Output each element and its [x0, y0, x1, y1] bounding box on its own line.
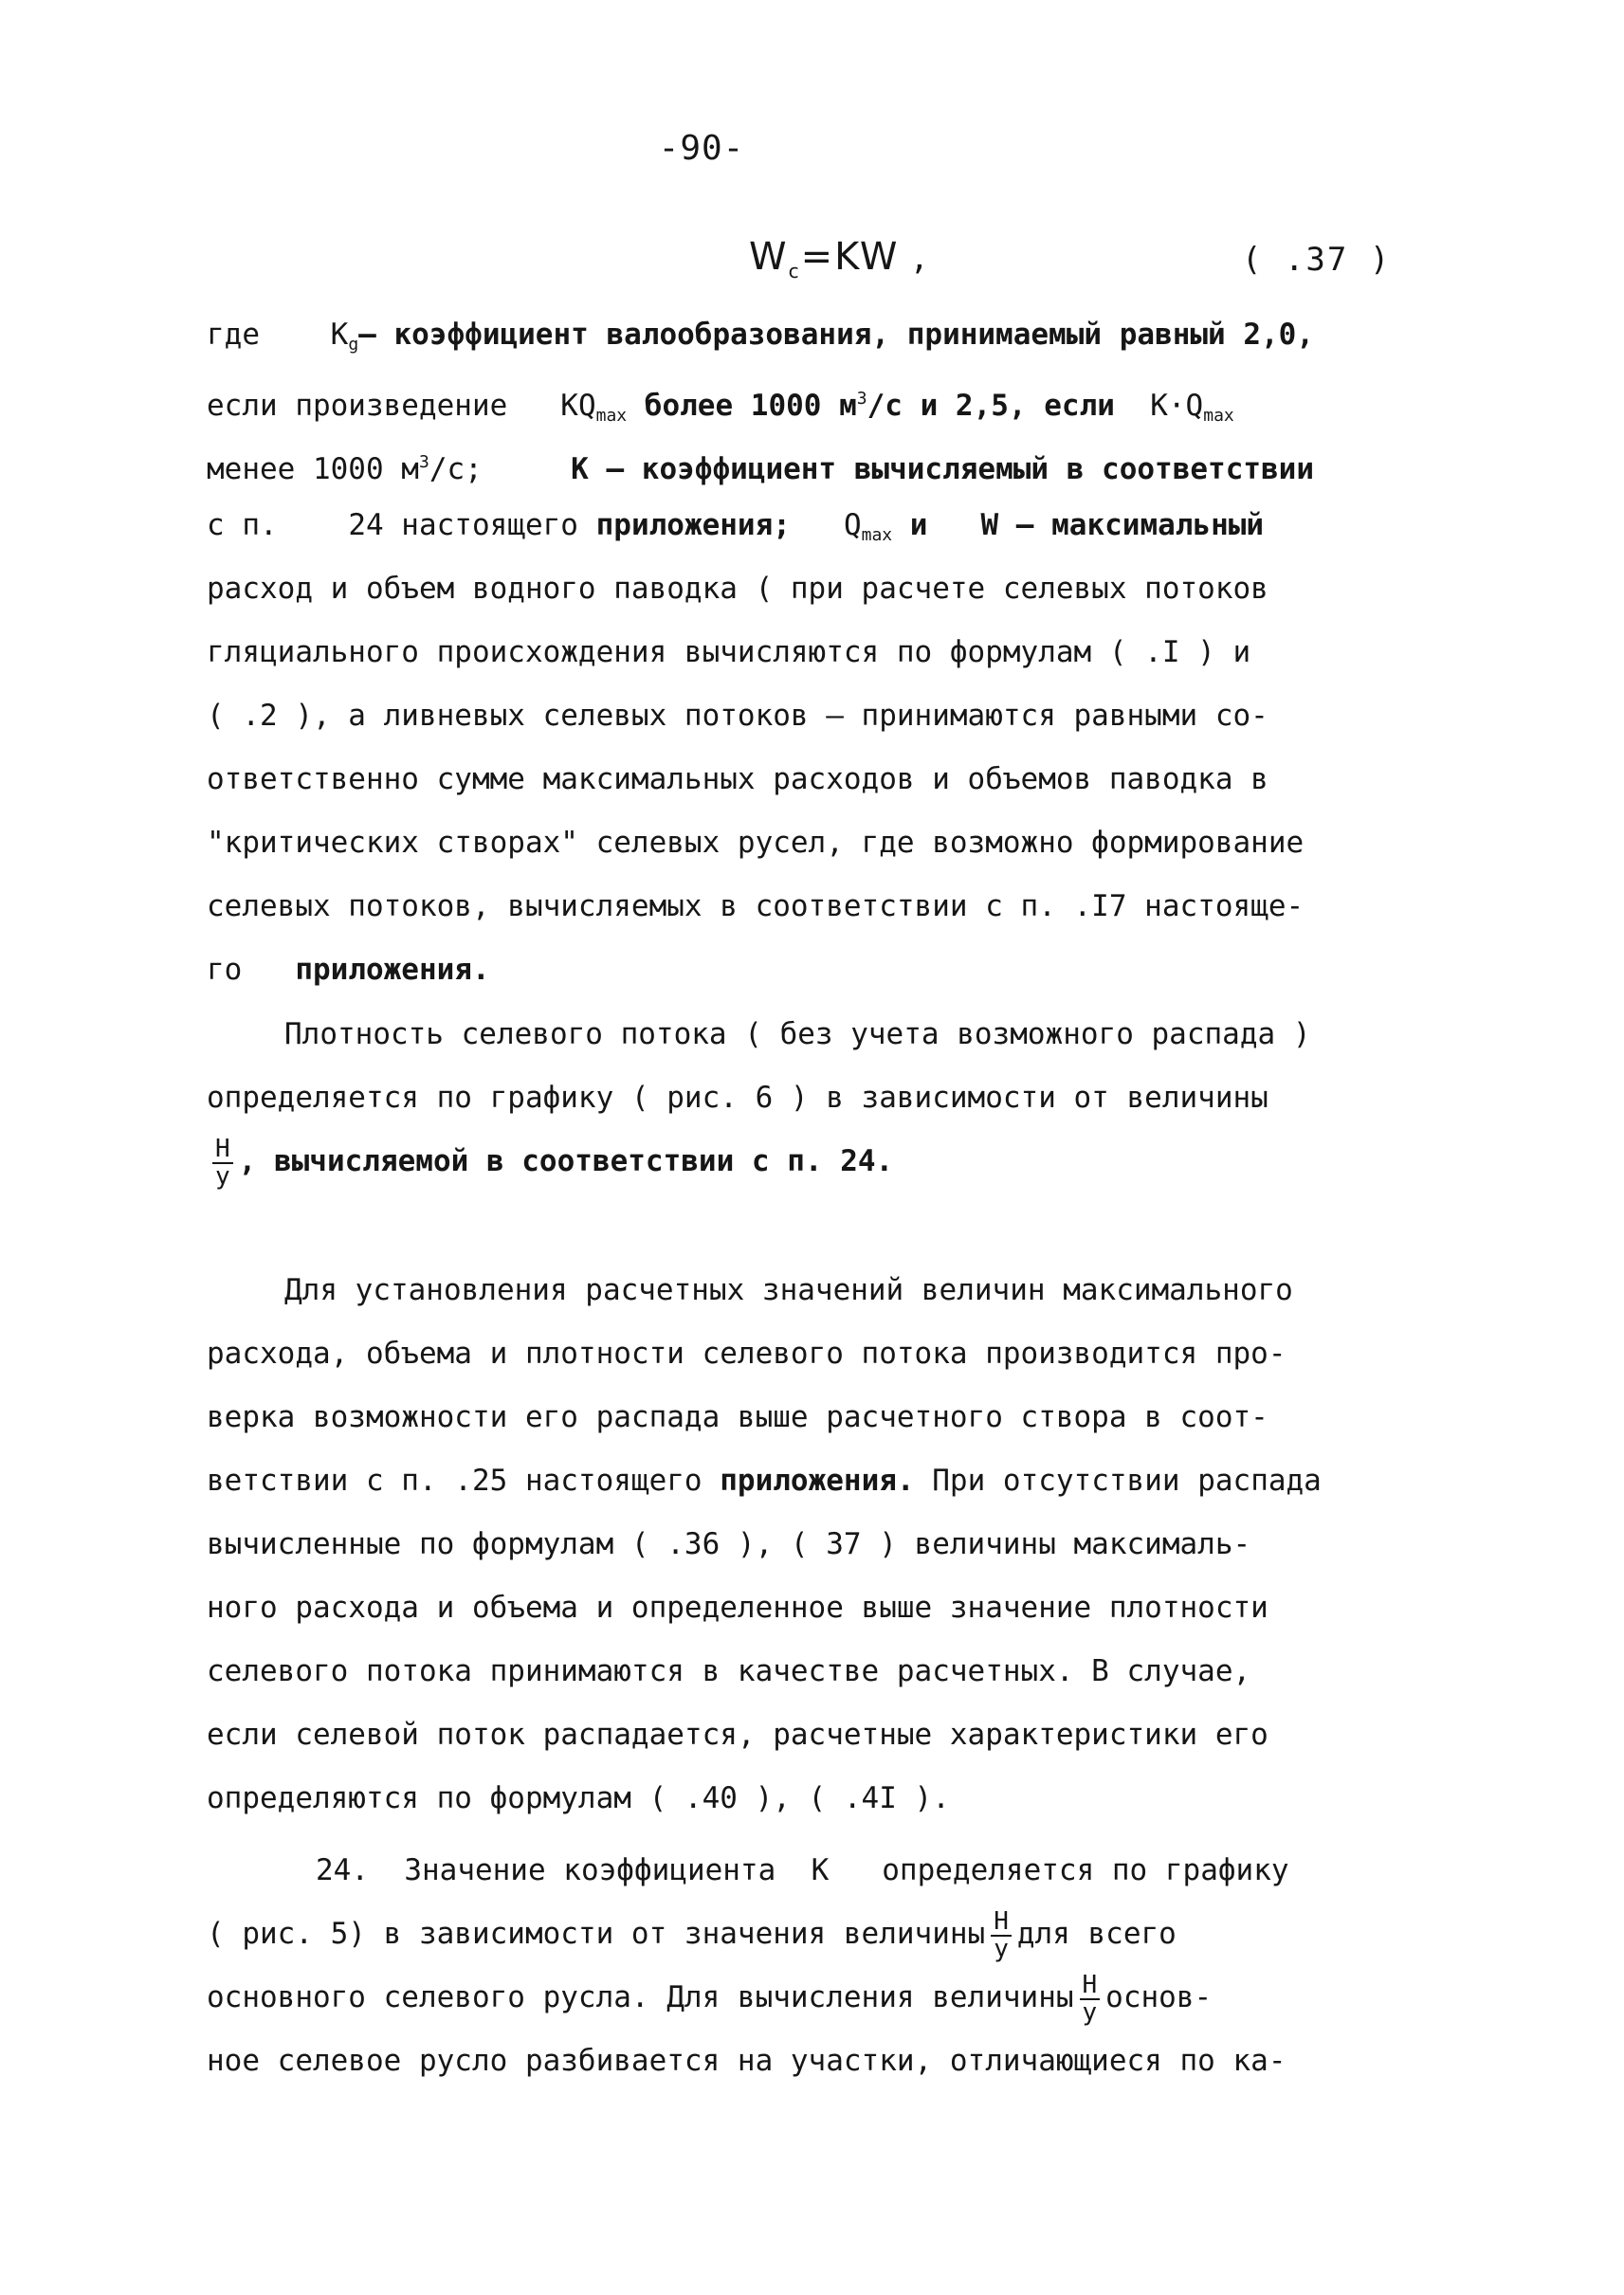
text-line: селевого потока принимаются в качестве расчетных. В случае, [207, 1654, 1251, 1688]
symbol-kq: KQ [560, 389, 596, 423]
text-line [207, 1966, 1458, 2030]
text-run: го [207, 953, 243, 987]
text-line [207, 367, 1458, 430]
formula-number: ( .37 ) [1242, 241, 1392, 279]
text-line [207, 1130, 1458, 1193]
text-run: если произведение [207, 389, 508, 423]
paragraph-section-24 [207, 1839, 1458, 2093]
fraction-denominator: y [215, 1161, 230, 1191]
text-line [207, 430, 1458, 494]
text-run: 24 настоящего [348, 508, 578, 542]
text-run: W – максимальный [980, 508, 1265, 542]
text-line: ( .2 ), а ливневых селевых потоков – принимаются равными со- [207, 699, 1268, 733]
text-line [207, 1449, 1458, 1513]
formula-w-sub: c [788, 260, 801, 282]
text-line: расход и объем водного паводка ( при расчете селевых потоков [207, 572, 1268, 606]
text-line [207, 1903, 1458, 1966]
fraction-denominator: y [1082, 1997, 1098, 2027]
text-line [207, 938, 1458, 1002]
symbol-max-sub: max [595, 406, 628, 426]
text-run: с п. [207, 508, 278, 542]
symbol-max-sub: max [1203, 406, 1234, 426]
text-line: определяются по формулам ( .40 ), ( .4I ). [207, 1781, 950, 1815]
text-line: верка возможности его распада выше расчетного створа в соот- [207, 1400, 1268, 1434]
text-line: гляциального происхождения вычисляются по формулам ( .I ) и [207, 635, 1251, 669]
text-run: более 1000 м [644, 389, 857, 423]
symbol-max-sub: max [861, 525, 893, 545]
text-line: ответственно сумме максимальных расходов и объемов паводка в [207, 762, 1268, 796]
symbol-k: K [330, 318, 349, 352]
fraction-numerator: H [212, 1137, 233, 1164]
text-line: ное селевое русло разбивается на участки, отличающиеся по ка- [207, 2044, 1286, 2078]
section-number: 24. [316, 1853, 369, 1887]
superscript: 3 [856, 389, 867, 409]
paragraph-density [207, 1003, 1458, 1193]
definition-text: – коэффициент валообразования, принимаемый равный 2,0, [358, 318, 1315, 352]
formula-line [0, 235, 1624, 292]
text-line: Для установления расчетных значений величин максимального [284, 1273, 1293, 1307]
text-run: менее 1000 м [207, 452, 419, 486]
fraction-h-over-y [1080, 1970, 1101, 2027]
superscript: 3 [418, 452, 429, 472]
text-run: приложения. [720, 1464, 915, 1498]
text-line: ного расхода и объема и определенное выше значение плотности [207, 1591, 1268, 1625]
text-run: При отсутствии распада [932, 1464, 1322, 1498]
symbol-kq-dot: K·Q [1150, 389, 1204, 423]
symbol-q: Q [843, 508, 862, 542]
fraction-denominator: y [994, 1934, 1009, 1963]
text-run: ( рис. 5) в зависимости от значения величины [207, 1917, 986, 1951]
page-number: -90- [658, 129, 745, 168]
text-line: определяется по графику ( рис. 6 ) в зависимости от величины [207, 1081, 1268, 1115]
fraction-numerator: H [1080, 1973, 1101, 2000]
text-run: приложения; [595, 508, 791, 542]
text-run: 24. [840, 1144, 894, 1178]
text-line [207, 1839, 1458, 1903]
text-line [207, 494, 1458, 557]
text-run: приложения. [295, 953, 490, 987]
text-line: селевых потоков, вычисляемых в соответствии с п. .I7 настояще- [207, 889, 1305, 923]
text-line: расхода, объема и плотности селевого потока производится про- [207, 1337, 1286, 1371]
fraction-h-over-y [212, 1134, 233, 1191]
text-line: если селевой поток распадается, расчетные характеристики его [207, 1718, 1268, 1752]
text-line: Плотность селевого потока ( без учета возможного распада ) [284, 1017, 1311, 1051]
fraction-numerator: H [991, 1909, 1012, 1937]
word-where: где [207, 318, 260, 352]
text-run: ветствии с п. .25 настоящего [207, 1464, 703, 1498]
text-line: "критических створах" селевых русел, где возможно формирование [207, 826, 1305, 860]
text-run: определяется по графику [882, 1853, 1289, 1887]
formula-rhs: =KW , [800, 235, 927, 279]
text-run: /с и 2,5, если [867, 389, 1115, 423]
text-run: основного селевого русла. Для вычисления величины [207, 1980, 1074, 2014]
fraction-h-over-y [991, 1906, 1012, 1963]
text-run: для всего [1016, 1917, 1177, 1951]
paragraph-design-values [207, 1259, 1458, 1831]
text-line [207, 303, 1458, 367]
symbol-k-sub: g [348, 335, 359, 355]
formula-w-c [749, 235, 927, 282]
text-run: Значение коэффициента [404, 1853, 776, 1887]
text-run: основ- [1105, 1980, 1213, 2014]
symbol-k: K [811, 1853, 830, 1887]
formula-w: W [749, 235, 789, 279]
text-run: и [909, 508, 928, 542]
text-run: , вычисляемой в соответствии с п. [238, 1144, 823, 1178]
text-line: вычисленные по формулам ( .36 ), ( 37 ) величины максималь- [207, 1527, 1251, 1561]
paragraph-where [207, 303, 1458, 1002]
text-run: K – коэффициент вычисляемый в соответствии [571, 452, 1315, 486]
text-run: /с; [429, 452, 483, 486]
